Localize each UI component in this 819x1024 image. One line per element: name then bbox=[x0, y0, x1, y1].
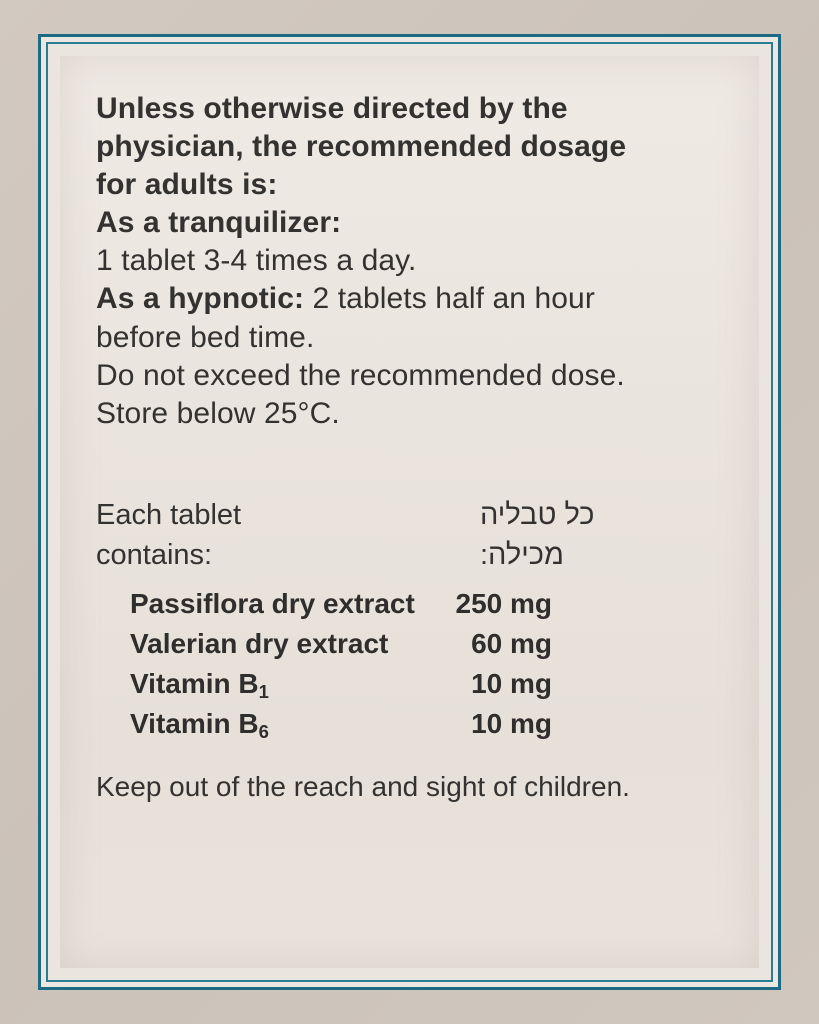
tranquilizer-heading: As a tranquilizer: bbox=[96, 206, 342, 240]
children-warning: Keep out of the reach and sight of children. bbox=[96, 770, 630, 802]
table-row bbox=[130, 625, 552, 665]
dosage-instructions bbox=[96, 90, 745, 433]
hypnotic-heading: As a hypnotic: bbox=[96, 282, 305, 316]
tranquilizer-dose: 1 tablet 3-4 times a day. bbox=[96, 244, 417, 278]
table-row bbox=[130, 705, 552, 745]
dosage-line-1: Unless otherwise directed by the bbox=[96, 92, 568, 125]
label-frame bbox=[38, 34, 781, 990]
ingredient-name-text: Vitamin B bbox=[130, 667, 259, 699]
ingredient-name: Valerian dry extract bbox=[130, 627, 389, 659]
storage-instruction: Store below 25°C. bbox=[96, 396, 340, 430]
ingredient-amount: 250 mg bbox=[455, 587, 552, 619]
dosage-line-2: physician, the recommended dosage bbox=[96, 130, 627, 164]
hypnotic-dose bbox=[96, 280, 745, 318]
contains-hebrew-line-1: כל טבליה bbox=[480, 498, 595, 531]
ingredient-subscript: 1 bbox=[258, 680, 269, 702]
contains-english bbox=[96, 495, 426, 575]
contains-hebrew-line-2: מכילה: bbox=[480, 538, 564, 571]
table-row bbox=[130, 585, 552, 625]
section-divider bbox=[96, 433, 745, 495]
contains-english-line-1: Each tablet bbox=[96, 498, 242, 531]
ingredient-name-text: Vitamin B bbox=[130, 707, 259, 739]
hypnotic-dose-text-2: before bed time. bbox=[96, 320, 315, 354]
label-content bbox=[96, 90, 745, 803]
dosage-line-3: for adults is: bbox=[96, 168, 278, 202]
ingredient-amount: 10 mg bbox=[471, 667, 552, 699]
ingredient-name bbox=[130, 665, 440, 705]
contains-english-line-2: contains: bbox=[96, 538, 213, 571]
dose-warning: Do not exceed the recommended dose. bbox=[96, 358, 625, 392]
ingredient-amount: 60 mg bbox=[471, 627, 552, 659]
hypnotic-dose-text: 2 tablets half an hour bbox=[304, 282, 595, 316]
table-row bbox=[130, 665, 552, 705]
contains-hebrew bbox=[426, 495, 745, 575]
ingredient-name: Passiflora dry extract bbox=[130, 587, 415, 619]
label-frame-inner bbox=[46, 42, 773, 982]
ingredient-subscript: 6 bbox=[258, 720, 269, 742]
contains-header bbox=[96, 495, 745, 575]
ingredients-table bbox=[130, 585, 552, 745]
ingredient-name bbox=[130, 705, 440, 745]
ingredient-amount: 10 mg bbox=[471, 707, 552, 739]
